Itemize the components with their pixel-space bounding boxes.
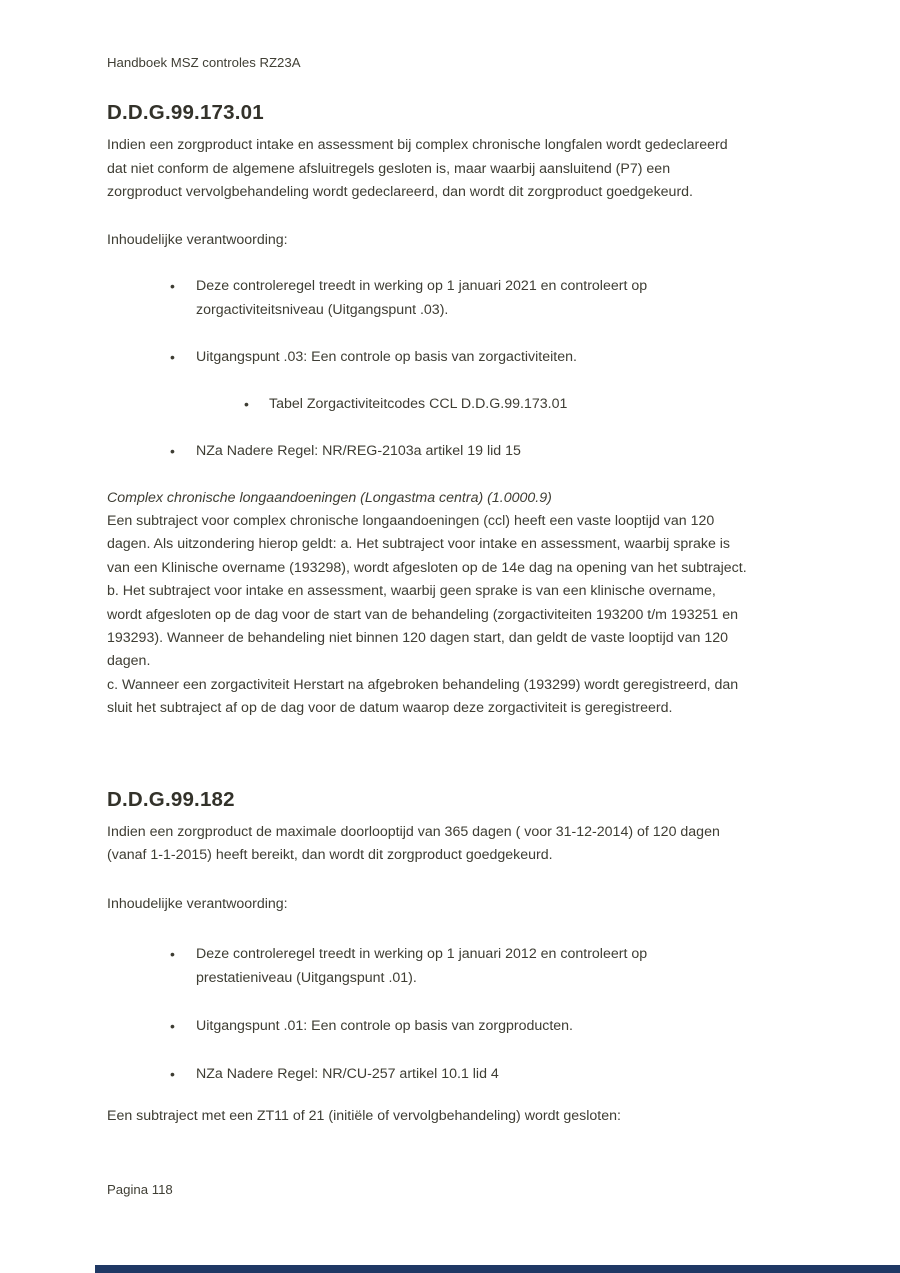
verantwoording-label: Inhoudelijke verantwoording: <box>107 231 288 248</box>
paragraph-line: dagen. <box>107 653 151 670</box>
paragraph-line: (vanaf 1-1-2015) heeft bereikt, dan wordt dit zorgproduct goedgekeurd. <box>107 847 553 864</box>
bullet-icon: • <box>170 349 175 365</box>
page-number: Pagina 118 <box>107 1182 173 1197</box>
bullet-item <box>107 1015 817 1039</box>
paragraph-line: van een Klinische overname (193298), wordt afgesloten op de 14e dag na opening van het subtraject. <box>107 559 747 576</box>
paragraph-line: b. Het subtraject voor intake en assessment, waarbij geen sprake is van een klinische overname, <box>107 583 716 600</box>
bullet-line: prestatieniveau (Uitgangspunt .01). <box>196 969 417 986</box>
closing-line: Een subtraject met een ZT11 of 21 (initiële of vervolgbehandeling) wordt gesloten: <box>107 1108 621 1125</box>
section-title: D.D.G.99.182 <box>107 787 235 811</box>
bullet-line: Deze controleregel treedt in werking op 1 januari 2021 en controleert op <box>196 278 648 294</box>
bullet-item <box>107 1063 817 1087</box>
bullet-icon: • <box>170 443 175 459</box>
paragraph-line: wordt afgesloten op de dag voor de start van de behandeling (zorgactiviteiten 193200 t/m 193251 en <box>107 606 738 623</box>
intro-paragraph <box>107 821 817 868</box>
section-title: D.D.G.99.173.01 <box>107 101 264 124</box>
subheading-italic: Complex chronische longaandoeningen (Longastma centra) (1.0000.9) <box>107 489 552 506</box>
paragraph-line: sluit het subtraject af op de dag voor de datum waarop deze zorgactiviteit is geregistreerd. <box>107 700 673 717</box>
bullet-line: NZa Nadere Regel: NR/REG-2103a artikel 19 lid 15 <box>196 443 521 459</box>
bullet-icon: • <box>170 278 175 294</box>
bullet-icon: • <box>170 946 175 963</box>
bullet-line: NZa Nadere Regel: NR/CU-257 artikel 10.1 lid 4 <box>196 1065 499 1082</box>
document-content <box>107 0 817 1129</box>
bullet-item <box>107 275 817 322</box>
bullet-item-nested <box>107 393 817 417</box>
bullet-icon: • <box>170 1018 175 1035</box>
paragraph-line: Een subtraject voor complex chronische longaandoeningen (ccl) heeft een vaste looptijd van 120 <box>107 513 715 529</box>
bullet-item <box>107 943 817 990</box>
bullet-icon: • <box>170 1065 175 1082</box>
bullet-icon: • <box>244 395 249 412</box>
bullet-line: zorgactiviteitsniveau (Uitgangspunt .03). <box>196 301 449 318</box>
body-paragraph <box>107 510 817 721</box>
paragraph-line: zorgproduct vervolgbehandeling wordt gedeclareerd, dan wordt dit zorgproduct goedgekeurd. <box>107 184 694 200</box>
paragraph-line: 193293). Wanneer de behandeling niet binnen 120 dagen start, dan geldt de vaste looptijd van 120 <box>107 630 729 647</box>
paragraph-line: c. Wanneer een zorgactiviteit Herstart na afgebroken behandeling (193299) wordt geregistreerd, dan <box>107 676 739 693</box>
intro-paragraph <box>107 134 817 205</box>
bullet-line: Tabel Zorgactiviteitcodes CCL D.D.G.99.173.01 <box>269 395 568 412</box>
paragraph-line: dat niet conform de algemene afsluitregels gesloten is, maar waarbij aansluitend (P7) een <box>107 160 671 177</box>
paragraph-line: Indien een zorgproduct intake en assessment bij complex chronische longfalen wordt gedeclareerd <box>107 137 728 153</box>
bullet-line: Uitgangspunt .01: Een controle op basis van zorgproducten. <box>196 1018 574 1035</box>
bullet-item <box>107 440 817 464</box>
bullet-item <box>107 346 817 370</box>
bullet-line: Uitgangspunt .03: Een controle op basis van zorgactiviteiten. <box>196 349 577 365</box>
paragraph-line: Indien een zorgproduct de maximale doorlooptijd van 365 dagen ( voor 31-12-2014) of 120 dagen <box>107 823 720 840</box>
bullet-line: Deze controleregel treedt in werking op 1 januari 2012 en controleert op <box>196 946 648 963</box>
next-page-table-edge <box>95 1265 900 1273</box>
verantwoording-label: Inhoudelijke verantwoording: <box>107 895 288 912</box>
document-header: Handboek MSZ controles RZ23A <box>107 55 301 70</box>
paragraph-line: dagen. Als uitzondering hierop geldt: a. Het subtraject voor intake en assessment, waarbij sprake is <box>107 536 731 553</box>
